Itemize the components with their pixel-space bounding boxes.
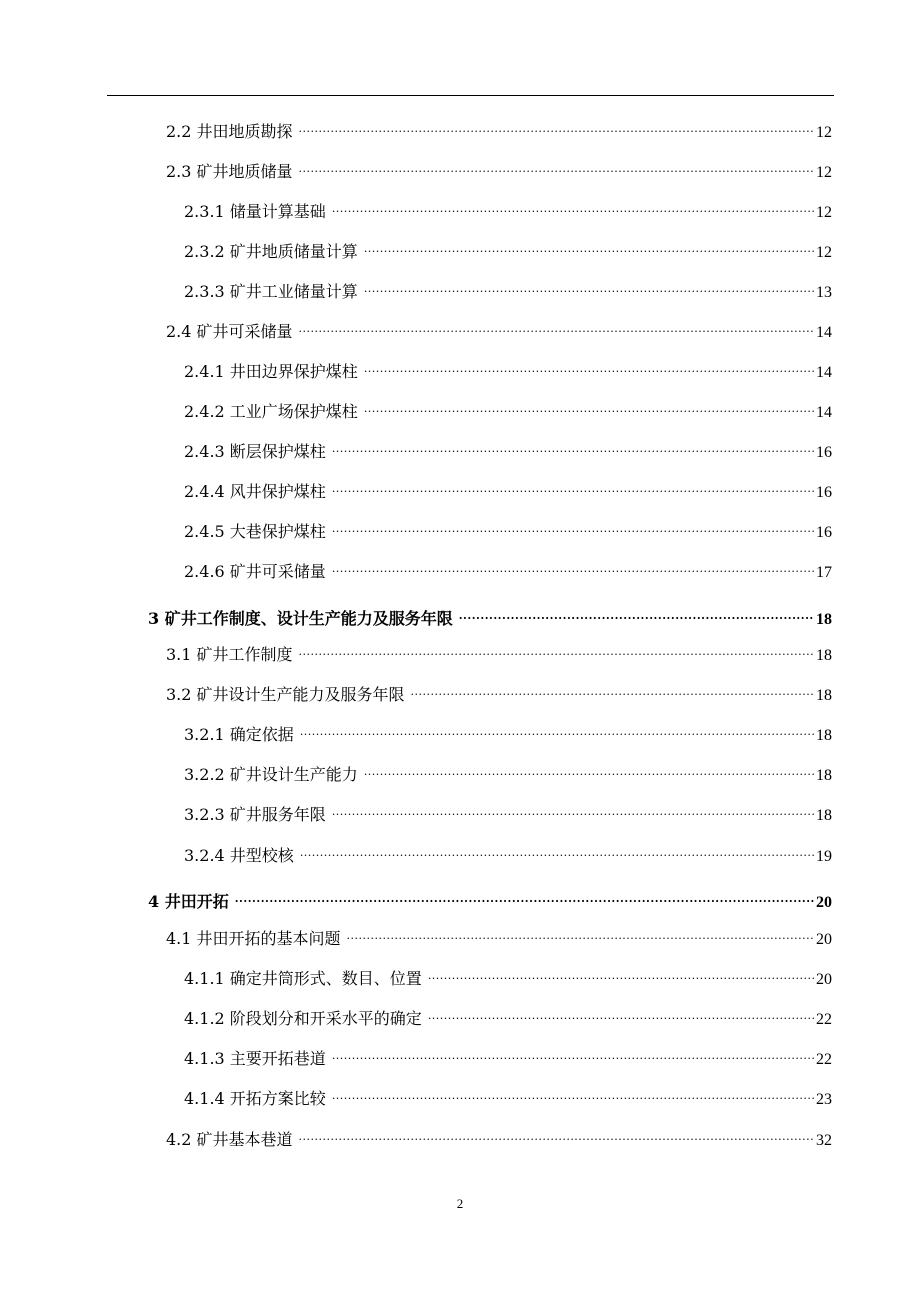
toc-leader-dots — [364, 277, 814, 297]
toc-leader-dots — [332, 557, 814, 577]
toc-entry-page: 22 — [816, 1051, 832, 1068]
toc-entry[interactable] — [184, 760, 832, 786]
toc-entry-label: 2.3.3 矿井工业储量计算 — [184, 282, 358, 301]
toc-entry-page: 16 — [816, 484, 832, 501]
toc-entry-page: 12 — [816, 244, 832, 261]
toc-entry-page: 19 — [816, 848, 832, 865]
toc-entry[interactable] — [184, 197, 832, 223]
toc-leader-dots — [364, 760, 814, 780]
toc-entry[interactable] — [148, 604, 832, 630]
toc-entry-label: 2.3 矿井地质储量 — [166, 162, 293, 181]
toc-entry-page: 20 — [816, 971, 832, 988]
toc-entry-page: 20 — [816, 931, 832, 948]
toc-entry-label: 2.3.1 储量计算基础 — [184, 202, 326, 221]
toc-entry-page: 13 — [816, 284, 832, 301]
toc-leader-dots — [364, 237, 814, 257]
toc-leader-dots — [332, 1044, 814, 1064]
toc-entry-page: 17 — [816, 564, 832, 581]
toc-entry-label: 4 井田开拓 — [148, 892, 229, 911]
toc-entry[interactable] — [166, 317, 832, 343]
toc-entry-page: 18 — [816, 647, 832, 664]
toc-entry[interactable] — [184, 841, 832, 867]
toc-entry-label: 4.1.1 确定井筒形式、数目、位置 — [184, 969, 422, 988]
toc-entry-label: 2.4.3 断层保护煤柱 — [184, 442, 326, 461]
toc-leader-dots — [332, 800, 814, 820]
toc-entry-label: 3.2.2 矿井设计生产能力 — [184, 765, 358, 784]
toc-entry-label: 2.4.5 大巷保护煤柱 — [184, 522, 326, 541]
toc-entry-label: 2.4 矿井可采储量 — [166, 322, 293, 341]
page-number: 2 — [456, 1196, 464, 1211]
toc-entry-page: 12 — [816, 164, 832, 181]
toc-entry[interactable] — [148, 887, 832, 913]
toc-entry-page: 18 — [816, 807, 832, 824]
toc-entry[interactable] — [166, 157, 832, 183]
toc-entry-label: 2.4.2 工业广场保护煤柱 — [184, 402, 358, 421]
toc-entry-label: 3.2.1 确定依据 — [184, 725, 294, 744]
toc-leader-dots — [347, 924, 814, 944]
toc-entry-page: 16 — [816, 444, 832, 461]
toc-entry-label: 2.3.2 矿井地质储量计算 — [184, 242, 358, 261]
toc-entry[interactable] — [184, 397, 832, 423]
toc-leader-dots — [299, 157, 814, 177]
toc-entry[interactable] — [166, 680, 832, 706]
toc-entry-label: 3.2.4 井型校核 — [184, 846, 294, 865]
toc-leader-dots — [428, 964, 814, 984]
toc-entry[interactable] — [184, 720, 832, 746]
toc-leader-dots — [364, 397, 814, 417]
toc-entry-label: 3.1 矿井工作制度 — [166, 645, 293, 664]
toc-entry-page: 32 — [816, 1132, 832, 1149]
toc-leader-dots — [411, 680, 814, 700]
toc-entry-page: 18 — [816, 611, 832, 628]
toc-entry-label: 2.2 井田地质勘探 — [166, 122, 293, 141]
toc-entry-page: 12 — [816, 124, 832, 141]
toc-entry[interactable] — [184, 237, 832, 263]
toc-leader-dots — [299, 317, 814, 337]
toc-entry[interactable] — [184, 964, 832, 990]
toc-entry[interactable] — [166, 1125, 832, 1151]
toc-entry-page: 23 — [816, 1091, 832, 1108]
toc-entry[interactable] — [184, 477, 832, 503]
toc-entry-page: 20 — [816, 894, 832, 911]
toc-leader-dots — [235, 887, 814, 907]
toc-entry-page: 18 — [816, 727, 832, 744]
toc-entry[interactable] — [184, 357, 832, 383]
toc-entry-label: 2.4.6 矿井可采储量 — [184, 562, 326, 581]
toc-entry[interactable] — [166, 117, 832, 143]
toc-entry-page: 12 — [816, 204, 832, 221]
toc-entry[interactable] — [184, 1084, 832, 1110]
toc-entry[interactable] — [184, 277, 832, 303]
toc-entry-label: 4.1.3 主要开拓巷道 — [184, 1049, 326, 1068]
toc-entry-page: 22 — [816, 1011, 832, 1028]
toc-leader-dots — [300, 841, 814, 861]
toc-entry-page: 14 — [816, 364, 832, 381]
toc-entry-page: 18 — [816, 687, 832, 704]
toc-leader-dots — [332, 197, 814, 217]
toc-entry-label: 2.4.4 风井保护煤柱 — [184, 482, 326, 501]
toc-entry-page: 14 — [816, 324, 832, 341]
toc-entry-label: 3 矿井工作制度、设计生产能力及服务年限 — [148, 609, 453, 628]
toc-entry-label: 3.2.3 矿井服务年限 — [184, 805, 326, 824]
toc-entry[interactable] — [184, 517, 832, 543]
toc-entry[interactable] — [166, 924, 832, 950]
toc-entry[interactable] — [184, 1004, 832, 1030]
toc-leader-dots — [299, 1125, 814, 1145]
toc-entry[interactable] — [184, 800, 832, 826]
toc-leader-dots — [332, 1084, 814, 1104]
toc-entry-label: 4.1 井田开拓的基本问题 — [166, 929, 341, 948]
toc-leader-dots — [332, 477, 814, 497]
toc-leader-dots — [364, 357, 814, 377]
toc-entry-page: 14 — [816, 404, 832, 421]
toc-entry-label: 4.1.2 阶段划分和开采水平的确定 — [184, 1009, 422, 1028]
toc-entry-label: 4.2 矿井基本巷道 — [166, 1130, 293, 1149]
toc-entry-label: 4.1.4 开拓方案比较 — [184, 1089, 326, 1108]
toc-entry-page: 16 — [816, 524, 832, 541]
toc-entry[interactable] — [166, 640, 832, 666]
toc-leader-dots — [299, 117, 814, 137]
toc-entry-label: 3.2 矿井设计生产能力及服务年限 — [166, 685, 405, 704]
toc-entry[interactable] — [184, 1044, 832, 1070]
toc-leader-dots — [332, 437, 814, 457]
toc-leader-dots — [428, 1004, 814, 1024]
toc-entry[interactable] — [184, 557, 832, 583]
toc-entry-label: 2.4.1 井田边界保护煤柱 — [184, 362, 358, 381]
toc-leader-dots — [300, 720, 814, 740]
toc-leader-dots — [332, 517, 814, 537]
toc-leader-dots — [299, 640, 814, 660]
toc-leader-dots — [459, 604, 814, 624]
toc-entry-page: 18 — [816, 767, 832, 784]
toc-entry[interactable] — [184, 437, 832, 463]
